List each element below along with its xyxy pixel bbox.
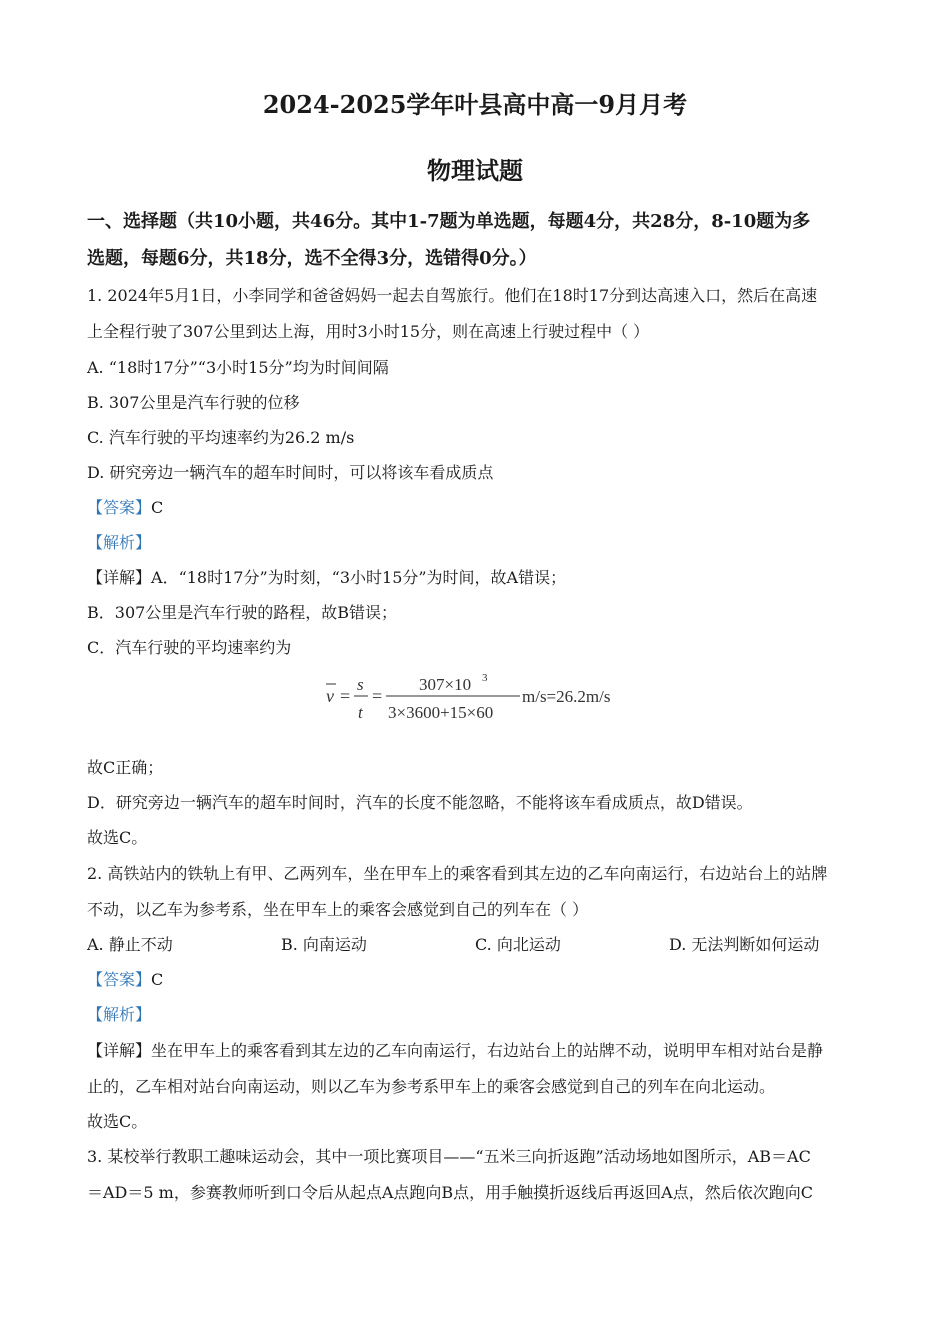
formula-s: s bbox=[357, 675, 364, 694]
answer-tag: 【答案】 bbox=[87, 498, 152, 517]
q1-detail-a-text: A．“18时17分”为时刻，“3小时15分”为时间，故A错误； bbox=[151, 568, 567, 587]
q3-stem-line-2: ＝AD＝5 m，参赛教师听到口令后从起点A点跑向B点，用手触摸折返线后再返回A点，然后依次跑向C bbox=[87, 1183, 813, 1202]
q1-option-a: A. “18时17分”“3小时15分”均为时间间隔 bbox=[87, 358, 389, 377]
q1-stem-line-1: 1. 2024年5月1日，小李同学和爸爸妈妈一起去自驾旅行。他们在18时17分到达高速入口，然后在高速 bbox=[87, 286, 818, 305]
formula-equals-1: = bbox=[340, 686, 351, 706]
q2-choose: 故选C。 bbox=[87, 1112, 148, 1131]
exam-subtitle: 物理试题 bbox=[427, 156, 523, 185]
q2-answer-line bbox=[87, 970, 163, 990]
section-header-line-2: 选题，每题6分，共18分，选不全得3分，选错得0分。） bbox=[87, 248, 537, 269]
answer-tag: 【答案】 bbox=[87, 970, 152, 989]
q2-option-b: B. 向南运动 bbox=[281, 935, 367, 954]
q1-detail-c: C．汽车行驶的平均速率约为 bbox=[87, 638, 292, 657]
q2-option-d: D. 无法判断如何运动 bbox=[669, 935, 820, 954]
q1-choose: 故选C。 bbox=[87, 828, 148, 847]
formula-exponent: 3 bbox=[482, 672, 488, 684]
q1-detail-a bbox=[87, 568, 566, 588]
formula-result: m/s=26.2m/s bbox=[522, 687, 611, 706]
q1-answer-line bbox=[87, 498, 163, 518]
formula-t: t bbox=[358, 703, 363, 722]
detail-tag: 【详解】 bbox=[87, 1041, 152, 1060]
speed-formula bbox=[0, 668, 950, 728]
q1-stem-line-2: 上全程行驶了307公里到达上海，用时3小时15分，则在高速上行驶过程中（ ） bbox=[87, 322, 650, 341]
q1-option-b: B. 307公里是汽车行驶的位移 bbox=[87, 393, 300, 412]
detail-tag: 【详解】 bbox=[87, 568, 152, 587]
q2-option-a: A. 静止不动 bbox=[87, 935, 173, 954]
q3-stem-line-1: 3. 某校举行教职工趣味运动会，其中一项比赛项目——“五米三向折返跑”活动场地如图所示，AB＝AC bbox=[87, 1147, 811, 1166]
formula-v: v bbox=[326, 686, 334, 706]
formula-numerator: 307×10 bbox=[419, 675, 472, 694]
q1-analysis-tag: 【解析】 bbox=[87, 533, 152, 552]
q2-option-c: C. 向北运动 bbox=[475, 935, 561, 954]
q1-answer-value: C bbox=[151, 498, 164, 517]
q2-detail-line-1 bbox=[87, 1041, 823, 1061]
section-header-line-1: 一、选择题（共10小题，共46分。其中1-7题为单选题，每题4分，共28分，8-10题为多 bbox=[87, 211, 811, 232]
q2-detail-line-2: 止的，乙车相对站台向南运动，则以乙车为参考系甲车上的乘客会感觉到自己的列车在向北运动。 bbox=[87, 1077, 776, 1096]
q2-stem-line-1: 2. 高铁站内的铁轨上有甲、乙两列车，坐在甲车上的乘客看到其左边的乙车向南运行，右边站台上的站牌 bbox=[87, 864, 828, 883]
q2-answer-value: C bbox=[151, 970, 164, 989]
exam-title: 2024-2025学年叶县高中高一9月月考 bbox=[262, 90, 688, 119]
q1-detail-b: B．307公里是汽车行驶的路程，故B错误； bbox=[87, 603, 398, 622]
q1-option-d: D. 研究旁边一辆汽车的超车时间时，可以将该车看成质点 bbox=[87, 463, 494, 482]
q2-stem-line-2: 不动，以乙车为参考系，坐在甲车上的乘客会感觉到自己的列车在（ ） bbox=[87, 900, 589, 919]
formula-denominator: 3×3600+15×60 bbox=[388, 703, 494, 722]
q1-c-correct: 故C正确； bbox=[87, 758, 164, 777]
q1-detail-d: D．研究旁边一辆汽车的超车时间时，汽车的长度不能忽略，不能将该车看成质点，故D错误。 bbox=[87, 793, 753, 812]
q1-option-c: C. 汽车行驶的平均速率约为26.2 m/s bbox=[87, 428, 355, 447]
q2-analysis-tag: 【解析】 bbox=[87, 1005, 152, 1024]
q2-detail-text-1: 坐在甲车上的乘客看到其左边的乙车向南运行，右边站台上的站牌不动，说明甲车相对站台是静 bbox=[151, 1041, 824, 1060]
formula-equals-2: = bbox=[372, 686, 383, 706]
